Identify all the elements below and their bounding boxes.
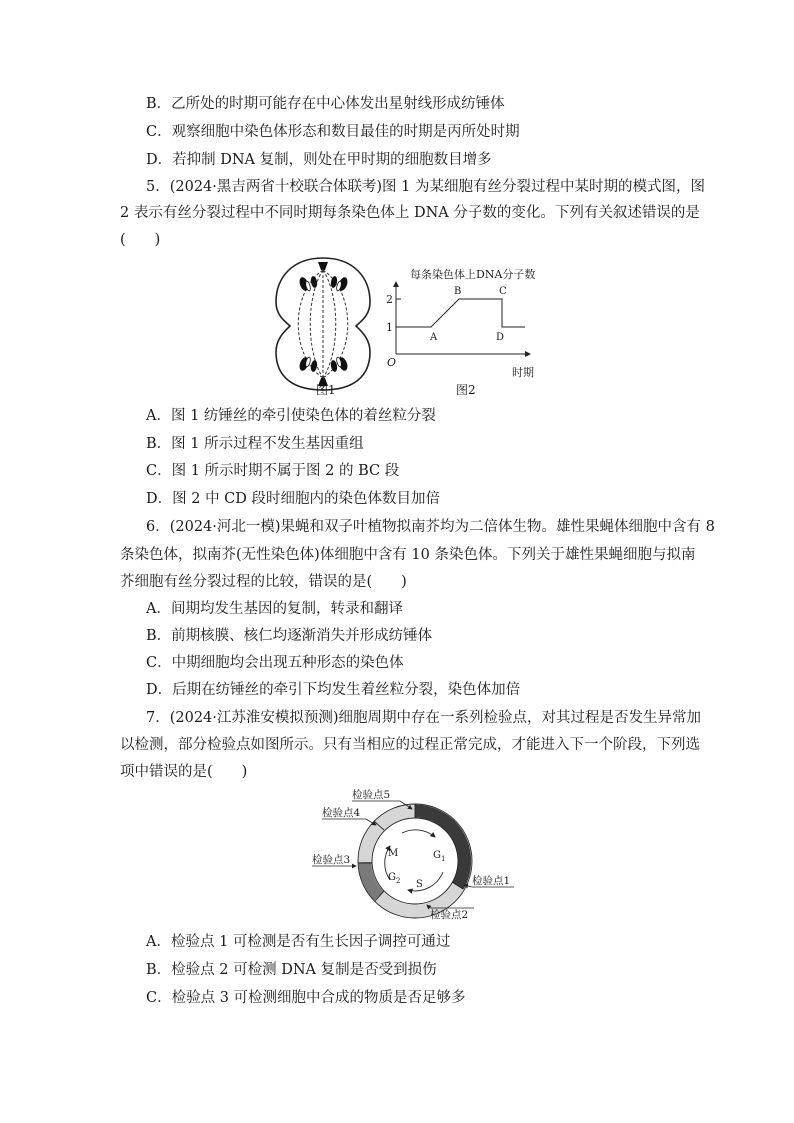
q5-figure-2-caption: 图2 <box>456 383 476 397</box>
q6-stem-line-3: 芥细胞有丝分裂过程的比较，错误的是( ) <box>120 574 407 590</box>
q6-option-c: C．中期细胞均会出现五种形态的染色体 <box>146 655 404 671</box>
q5-option-d: D．图 2 中 CD 段时细胞内的染色体数目加倍 <box>146 491 441 507</box>
q6-stem-line-1: 6．(2024·河北一模)果蝇和双子叶植物拟南芥均为二倍体生物。雄性果蝇体细胞中含有 8 <box>146 519 715 535</box>
q6-option-d: D．后期在纺锤丝的牵引下均发生着丝粒分裂，染色体加倍 <box>146 682 521 698</box>
origin-label: O <box>387 356 397 369</box>
x-axis-label: 时期 <box>512 366 534 379</box>
q7-option-a: A．检验点 1 可检测是否有生长因子调控可通过 <box>146 934 451 950</box>
point-b: B <box>454 286 462 297</box>
q6-option-a: A．间期均发生基因的复制，转录和翻译 <box>146 601 403 617</box>
q4-option-d: D．若抑制 DNA 复制，则处在甲时期的细胞数目增多 <box>146 152 492 168</box>
q5-stem-line-3: ( ) <box>120 232 161 248</box>
phase-m: M <box>388 848 399 859</box>
q6-option-b: B．前期核膜、核仁均逐渐消失并形成纺锤体 <box>146 628 433 644</box>
q7-stem-line-2: 以检测，部分检验点如图所示。只有当相应的过程正常完成，才能进入下一个阶段，下列选 <box>120 737 700 753</box>
q7-stem-line-1: 7．(2024·江苏淮安模拟预测)细胞周期中存在一系列检验点，对其过程是否发生异常加 <box>146 710 702 726</box>
point-c: C <box>499 286 507 297</box>
q4-option-b: B．乙所处的时期可能存在中心体发出星射线形成纺锤体 <box>146 96 505 112</box>
q5-option-a: A．图 1 纺锤丝的牵引使染色体的着丝粒分裂 <box>146 408 436 424</box>
q7-option-b: B．检验点 2 可检测 DNA 复制是否受到损伤 <box>146 962 437 978</box>
checkpoint-4-label: 检验点4 <box>322 807 361 819</box>
phase-g2: $G_2$ <box>388 872 401 885</box>
checkpoint-1-label: 检验点1 <box>472 875 511 887</box>
point-a: A <box>430 332 438 343</box>
y-tick-1: 1 <box>386 321 393 334</box>
q5-figure-1-caption: 图1 <box>316 383 336 397</box>
q7-option-c: C．检验点 3 可检测细胞中合成的物质是否足够多 <box>146 990 466 1006</box>
q4-option-c: C．观察细胞中染色体形态和数目最佳的时期是丙所处时期 <box>146 124 520 140</box>
q5-stem-line-2: 2 表示有丝分裂过程中不同时期每条染色体上 DNA 分子数的变化。下列有关叙述错误的是 <box>120 205 700 221</box>
checkpoint-5-label: 检验点5 <box>352 789 391 801</box>
phase-s: S <box>416 879 423 890</box>
q5-option-c: C．图 1 所示时期不属于图 2 的 BC 段 <box>146 463 400 479</box>
y-tick-2: 2 <box>386 293 393 306</box>
q7-cell-cycle-diagram <box>300 784 530 924</box>
q5-figure-2-graph <box>380 262 550 382</box>
checkpoint-2-label: 检验点2 <box>430 909 469 921</box>
q5-stem-line-1: 5．(2024·黑吉两省十校联合体联考)图 1 为某细胞有丝分裂过程中某时期的模式图，图 <box>146 179 705 195</box>
q6-stem-line-2: 条染色体，拟南芥(无性染色体)体细胞中含有 10 条染色体。下列关于雄性果蝇细胞与拟南 <box>120 547 696 563</box>
dna-line <box>396 299 525 327</box>
q5-option-b: B．图 1 所示过程不发生基因重组 <box>146 436 364 452</box>
point-d: D <box>496 332 505 343</box>
y-axis-label: 每条染色体上DNA分子数 <box>410 268 536 281</box>
phase-g1: $G_1$ <box>433 850 446 863</box>
q7-stem-line-3: 项中错误的是( ) <box>120 764 248 780</box>
checkpoint-3-label: 检验点3 <box>312 854 351 866</box>
